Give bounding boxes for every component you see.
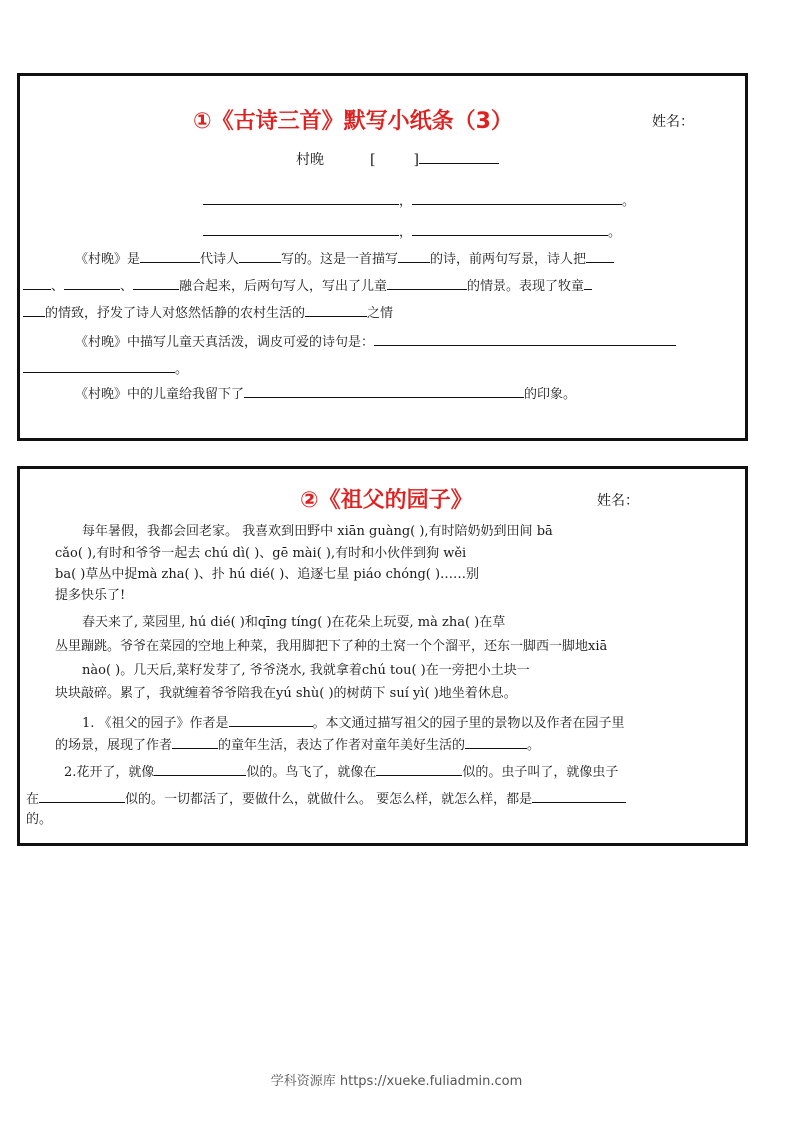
child-scene-blank[interactable] — [387, 275, 467, 290]
feeling-blank[interactable] — [305, 302, 367, 317]
card2-text-line-5: 春天来了, 菜园里, hú dié( )和qīng tíng( )在花朵上玩耍, mà zha( )在草 — [82, 615, 506, 630]
card2-text-line-8: 块块敲碎。累了，我就缠着爷爷陪我在yú shù( )的树荫下 suí yì( )地坐着休息。 — [55, 686, 517, 701]
dynasty-bracket-open: [ — [370, 152, 376, 168]
card1-para-line-2: 、 、 融合起来，后两句写人，写出了儿童 的情景。表现了牧童 — [23, 275, 592, 296]
card2-question-2: 2.花开了，就像 似的。鸟飞了，就像在 似的。虫子叫了，就像虫子 — [64, 761, 618, 782]
mood-blank-a[interactable] — [584, 275, 592, 290]
mood-blank-b[interactable] — [23, 302, 45, 317]
author-blank[interactable] — [419, 149, 499, 164]
bird-simile-blank[interactable] — [376, 761, 462, 776]
card1-para-line-3: 的情致，抒发了诗人对悠然恬静的农村生活的 之情 — [23, 302, 393, 323]
card2-text-line-6: 丛里蹦跳。爷爷在菜园的空地上种菜，我用脚把下了种的土窝一个个溜平，还东一脚西一脚地xiā — [55, 639, 608, 654]
card1-question-2-cont: 。 — [23, 358, 188, 379]
poem-line-1-blank-b[interactable] — [412, 190, 622, 205]
emotion-blank[interactable] — [465, 734, 527, 749]
author-name-blank[interactable] — [229, 712, 313, 727]
impression-blank[interactable] — [244, 383, 524, 398]
poem-line-1: ， 。 — [203, 190, 635, 211]
poem-line-2: ， 。 — [203, 221, 621, 242]
card1-para-line-1: 《村晚》是 代诗人 写的。这是一首描写 的诗，前两句写景，诗人把 — [75, 248, 614, 269]
dynasty-bracket-close: ] — [413, 152, 419, 168]
card2-text-line-4: 提多快乐了! — [55, 588, 126, 603]
card1-title: ①《古诗三首》默写小纸条（3） — [193, 109, 513, 134]
poem-line-1-blank-a[interactable] — [203, 190, 399, 205]
poet-blank[interactable] — [239, 248, 281, 263]
footer-source: 学科资源库 https://xueke.fuliadmin.com — [270, 1074, 523, 1089]
season-blank[interactable] — [398, 248, 430, 263]
card2-question-1-cont: 的场景，展现了作者 的童年生活，表达了作者对童年美好生活的 。 — [55, 734, 540, 755]
poem-title: 村晚 — [296, 152, 324, 168]
card2-text-line-7: nào( )。几天后,菜籽发芽了, 爷爷浇水, 我就拿着chú tou( )在一旁把小土块一 — [82, 663, 530, 678]
card2-question-2-end: 的。 — [26, 812, 53, 827]
childhood-blank[interactable] — [172, 734, 218, 749]
card2-text-line-3: ba( )草丛中捉mà zha( )、扑 hú dié( )、追逐七星 piáo chóng( )……别 — [55, 567, 480, 582]
card2-text-line-2: cǎo( ),有时和爷爷一起去 chú dì( )、gē mài( ),有时和小伙伴到狗 wěi — [55, 546, 467, 561]
freedom-blank[interactable] — [532, 788, 626, 803]
verse-answer-blank-a[interactable] — [374, 331, 676, 346]
insect-simile-blank[interactable] — [39, 788, 125, 803]
card2-name-label: 姓名： — [597, 493, 639, 509]
card2-text-line-1: 每年暑假，我都会回老家。 我喜欢到田野中 xiān guàng( ),有时陪奶奶到田间 bā — [82, 524, 553, 539]
poem-line-2-blank-b[interactable] — [412, 221, 608, 236]
scene-blank-3[interactable] — [133, 275, 179, 290]
card1-question-3: 《村晚》中的儿童给我留下了 的印象。 — [75, 383, 576, 404]
dynasty-blank[interactable] — [140, 248, 200, 263]
card2-title: ②《祖父的园子》 — [300, 488, 473, 513]
scene-blank-1b[interactable] — [23, 275, 51, 290]
poem-title-row — [296, 149, 499, 169]
card1-question-2: 《村晚》中描写儿童天真活泼，调皮可爱的诗句是： — [75, 331, 676, 352]
flower-simile-blank[interactable] — [154, 761, 246, 776]
scene-blank-2[interactable] — [64, 275, 120, 290]
card1-name-label: 姓名： — [652, 114, 694, 130]
scene-blank-1a[interactable] — [586, 248, 614, 263]
card2-question-1: 1. 《祖父的园子》作者是 。本文通过描写祖父的园子里的景物以及作者在园子里 — [82, 712, 625, 733]
card2-question-2-cont: 在 似的。一切都活了，要做什么，就做什么。 要怎么样，就怎么样，都是 — [26, 788, 626, 809]
poem-line-2-blank-a[interactable] — [203, 221, 399, 236]
verse-answer-blank-b[interactable] — [23, 358, 175, 373]
